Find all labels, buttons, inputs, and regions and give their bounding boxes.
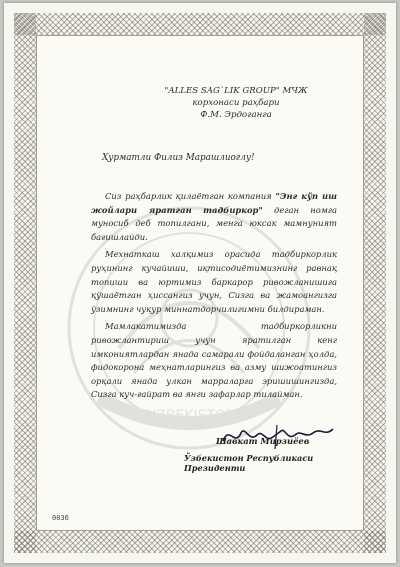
certificate-sheet [4, 3, 396, 563]
paragraph-2: Мехнаткаш халқимиз орасида тадбиркорлик руҳининг кучайиши, иқтисодиётимизнинг равнақ топиши ва юртимиз баркарор ривожланишига қўшаётган ҳиссангиз учун, Сизга ва жамоангизга ўзимнинг чуқур миннатдорчилигимни билдираман. [91, 249, 337, 314]
addressee-role: корхонаси раҳбари [192, 98, 280, 108]
letter-text [91, 190, 337, 406]
paragraph-1-rest: деган номга муносиб деб топилгани, менга юксак мамнуният бағишлайди. [91, 204, 338, 242]
addressee-company: "ALLES SAG`LIK GROUP" МЧЖ [164, 86, 308, 96]
paragraph-1-intro: Сиз раҳбарлик қилаётган компания [105, 191, 276, 201]
border-pattern-top [14, 13, 386, 35]
paragraph-3: Мамлакатимизда тадбиркорликни ривожлантириш учун яратилган кенг имкониятлардан янада самарали фойдаланган ҳолда, фидокорона меҳнатларингиз ва азму шижоатингиз орқали янада улкан марраларга эришишингизда, Сизга куч-ғайрат ва янги зафарлар тилайман. [91, 321, 337, 400]
addressee-name: Ф.М. Эрдоганга [200, 110, 272, 120]
emblem-text: O'ZBEKISTON [141, 408, 237, 424]
signatory-name: Шавкат Мирзиёев [216, 436, 310, 446]
addressee-block [136, 85, 336, 121]
paragraph-1 [91, 190, 337, 244]
serial-number: 0036 [52, 514, 69, 522]
border-pattern-bottom [14, 531, 386, 553]
award-title: "Энг кўп иш жойлари яратган тадбиркор" [91, 191, 337, 215]
greeting: Ҳурматли Филиз Марашлиоглу! [102, 153, 255, 163]
signatory-title: Ўзбекистон Республикаси Президенти [184, 453, 314, 473]
border-pattern-left [14, 13, 36, 553]
